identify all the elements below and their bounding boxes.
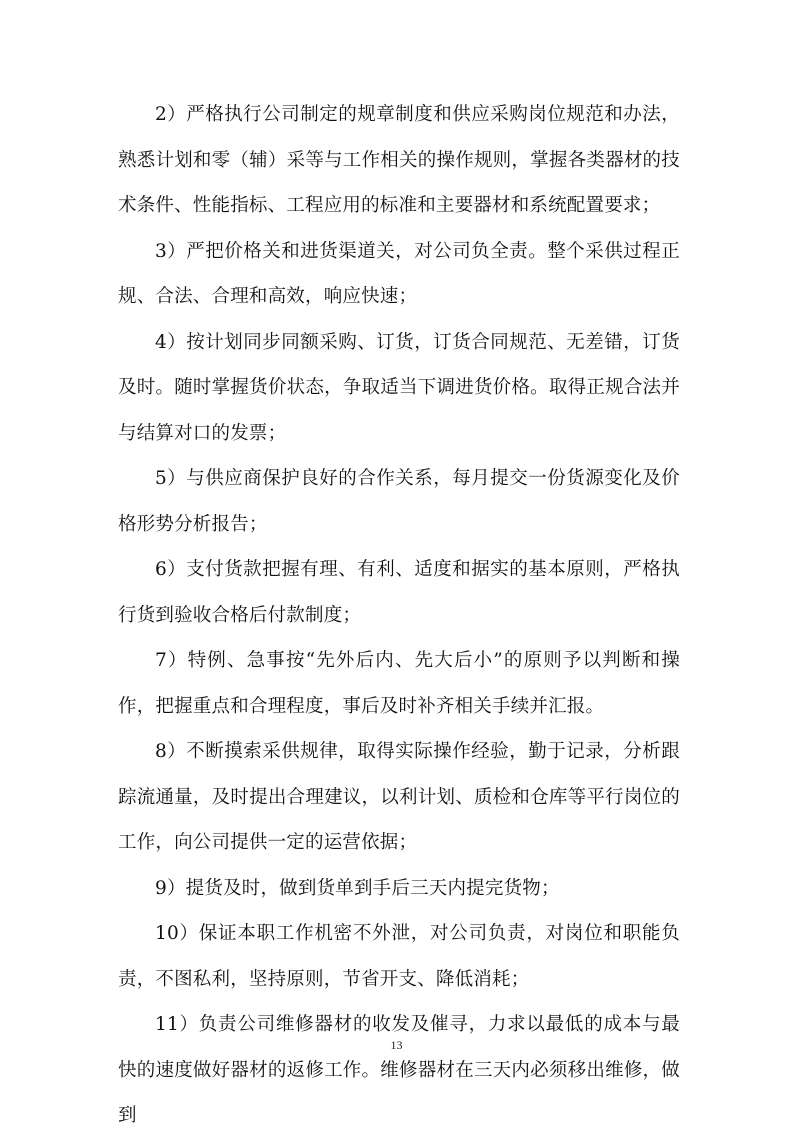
paragraph-item-4: 4）按计划同步同额采购、订货，订货合同规范、无差错，订货及时。随时掌握货价状态，争取适当下调进货价格。取得正规合法并与结算对口的发票； [118, 331, 680, 444]
paragraph-item-9: 9）提货及时，做到货单到手后三天内提完货物； [155, 877, 560, 899]
page-number: 13 [390, 1038, 403, 1052]
document-body [118, 92, 680, 1139]
paragraph-item-6: 6）支付货款把握有理、有利、适度和据实的基本原则，严格执行货到验收合格后付款制度； [118, 559, 680, 626]
paragraph-item-7: 7）特例、急事按“先外后内、先大后小”的原则予以判断和操作，把握重点和合理程度，事后及时补齐相关手续并汇报。 [118, 650, 680, 717]
paragraph-item-10: 10）保证本职工作机密不外泄，对公司负责，对岗位和职能负责，不图私利，坚持原则，节省开支、降低消耗； [118, 923, 680, 990]
paragraph-item-3: 3）严把价格关和进货渠道关，对公司负全责。整个采供过程正规、合法、合理和高效，响应快速； [118, 240, 680, 307]
paragraph-item-8: 8）不断摸索采供规律，取得实际操作经验，勤于记录，分析跟踪流通量，及时提出合理建议，以利计划、质检和仓库等平行岗位的工作，向公司提供一定的运营依据； [118, 741, 680, 853]
paragraph-item-2: 2）严格执行公司制定的规章制度和供应采购岗位规范和办法，熟悉计划和零（辅）采等与工作相关的操作规则，掌握各类器材的技术条件、性能指标、工程应用的标准和主要器材和系统配置要求； [118, 104, 680, 216]
paragraph-item-5: 5）与供应商保护良好的合作关系，每月提交一份货源变化及价格形势分析报告； [118, 468, 680, 535]
paragraph-item-11: 11）负责公司维修器材的收发及催寻，力求以最低的成本与最快的速度做好器材的返修工作。维修器材在三天内必须移出维修，做到 [118, 1014, 680, 1126]
